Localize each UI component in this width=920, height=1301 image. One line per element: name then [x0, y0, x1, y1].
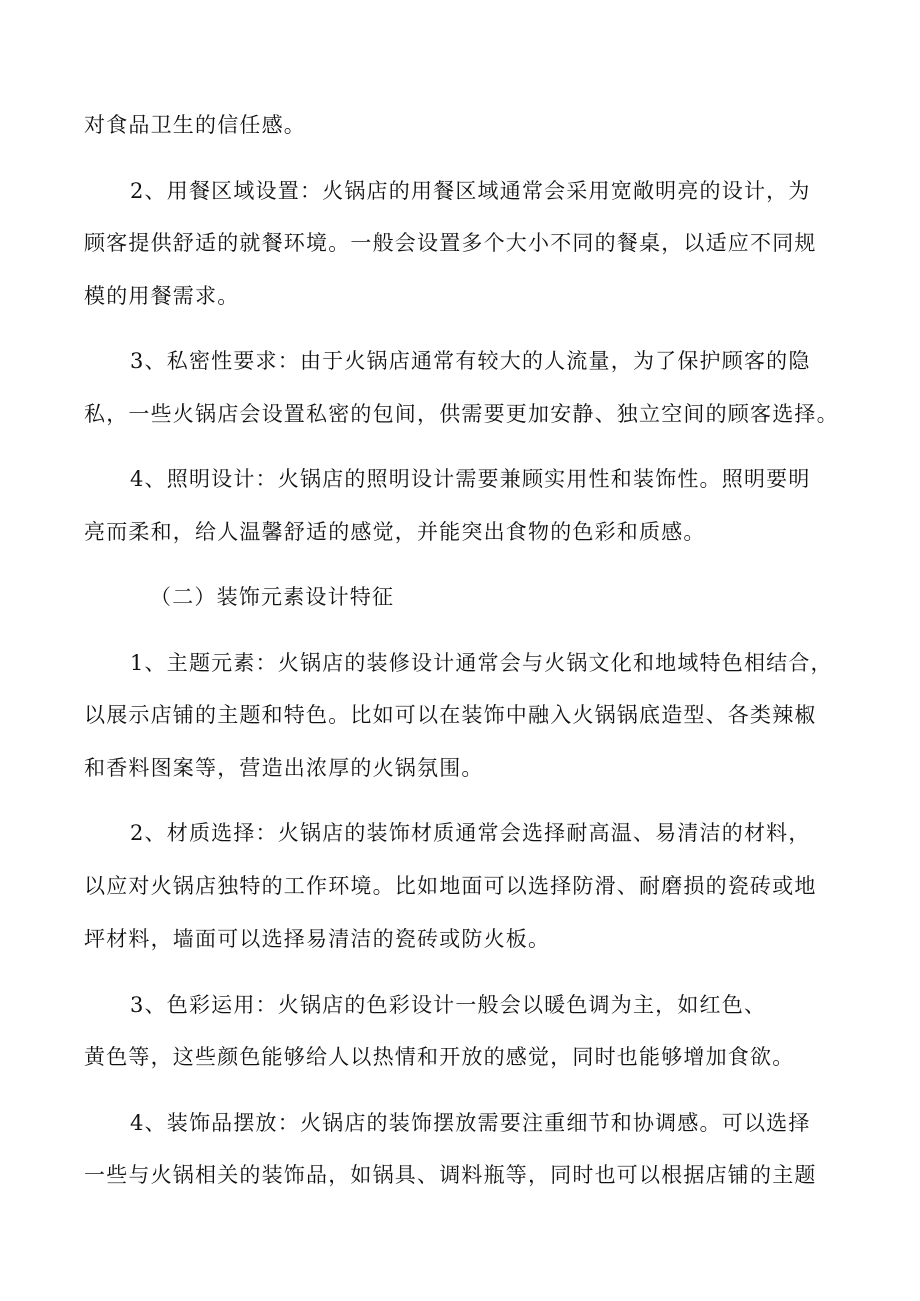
- paragraph-line: 亮而柔和，给人温馨舒适的感觉，并能突出食物的色彩和质感。: [84, 520, 706, 544]
- paragraph-line: 3、私密性要求：由于火锅店通常有较大的人流量，为了保护顾客的隐: [130, 349, 811, 373]
- paragraph-line: 和香料图案等，营造出浓厚的火锅氛围。: [84, 756, 484, 780]
- paragraph-line: 坪材料，墙面可以选择易清洁的瓷砖或防火板。: [84, 927, 551, 951]
- paragraph-line: 4、装饰品摆放：火锅店的装饰摆放需要注重细节和协调感。可以选择: [130, 1111, 811, 1135]
- paragraph-line: 一些与火锅相关的装饰品，如锅具、调料瓶等，同时也可以根据店铺的主题: [84, 1163, 817, 1187]
- paragraph-line: 以展示店铺的主题和特色。比如可以在装饰中融入火锅锅底造型、各类辣椒: [84, 703, 817, 727]
- paragraph-line: 模的用餐需求。: [84, 284, 240, 308]
- paragraph-line: 以应对火锅店独特的工作环境。比如地面可以选择防滑、耐磨损的瓷砖或地: [84, 874, 817, 898]
- paragraph-line: 对食品卫生的信任感。: [84, 113, 306, 137]
- paragraph-line: 3、色彩运用：火锅店的色彩设计一般会以暖色调为主，如红色、: [130, 993, 767, 1017]
- paragraph-line: 2、材质选择：火锅店的装饰材质通常会选择耐高温、易清洁的材料，: [130, 821, 811, 845]
- paragraph-line: 4、照明设计：火锅店的照明设计需要兼顾实用性和装饰性。照明要明: [130, 467, 811, 491]
- paragraph-line: 顾客提供舒适的就餐环境。一般会设置多个大小不同的餐桌，以适应不同规: [84, 231, 817, 255]
- paragraph-line: 黄色等，这些颜色能够给人以热情和开放的感觉，同时也能够增加食欲。: [84, 1045, 795, 1069]
- section-heading: （二）装饰元素设计特征: [150, 585, 395, 609]
- paragraph-line: 1、主题元素：火锅店的装修设计通常会与火锅文化和地域特色相结合，: [130, 651, 833, 675]
- paragraph-line: 私，一些火锅店会设置私密的包间，供需要更加安静、独立空间的顾客选择。: [84, 402, 839, 426]
- paragraph-line: 2、用餐区域设置：火锅店的用餐区域通常会采用宽敞明亮的设计，为: [130, 179, 811, 203]
